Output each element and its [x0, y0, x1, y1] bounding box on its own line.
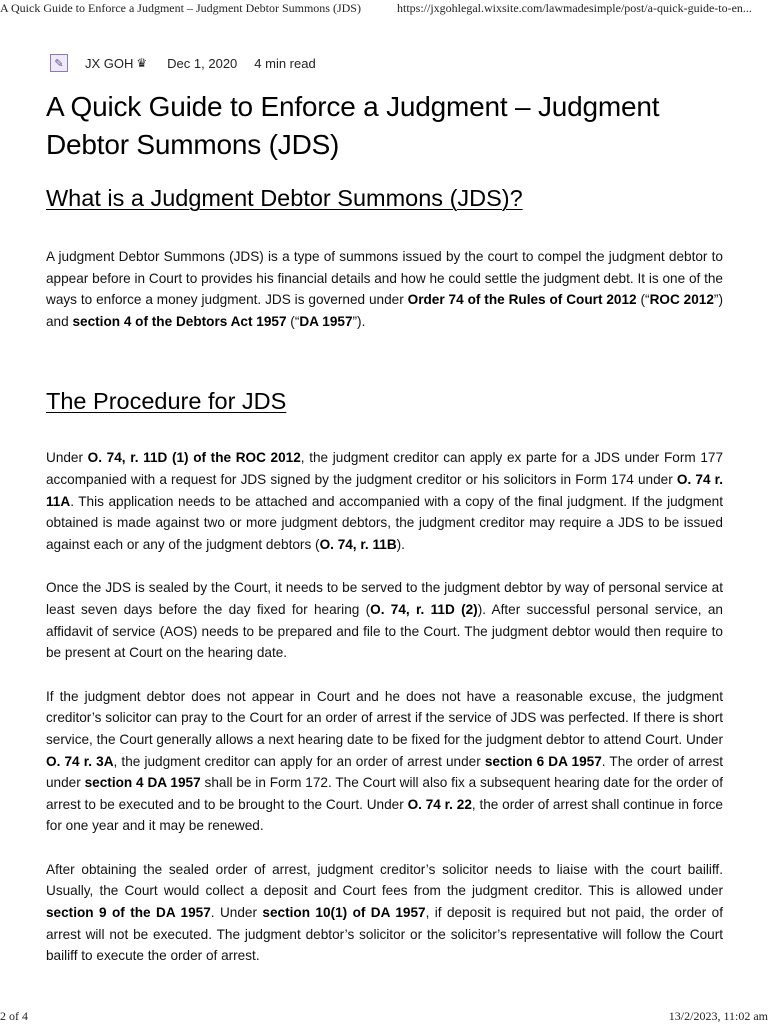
legal-reference: Order 74 of the Rules of Court 2012 [407, 292, 637, 308]
author-name[interactable]: JX GOH [85, 55, 134, 71]
paragraph-text: If the judgment debtor does not appear in Court and he does not have a reasonable excuse, the judgment creditor’s solicitor can pray to the Court for an order of arrest if the service of JDS was perfected. If there is short service, the Court generally allows a next hearing date to be fixed for the judgment debtor to attend Court. Under [46, 688, 723, 747]
print-timestamp: 13/2/2023, 11:02 am [668, 1009, 768, 1023]
legal-reference: O. 74 r. 11A [46, 471, 724, 509]
legal-reference: ROC 2012 [649, 292, 714, 308]
post-date: Dec 1, 2020 [167, 55, 238, 71]
legal-reference: section 10(1) of DA 1957 [262, 905, 426, 921]
paragraph [46, 859, 723, 967]
print-header-title: A Quick Guide to Enforce a Judgment – Judgment Debtor Summons (JDS) [0, 1, 361, 15]
paragraph [46, 686, 723, 837]
legal-reference: O. 74 r. 22 [407, 796, 472, 812]
print-header [0, 0, 768, 16]
legal-reference: O. 74 r. 3A [46, 753, 114, 769]
section-heading: What is a Judgment Debtor Summons (JDS)? [46, 185, 523, 211]
print-footer [0, 1009, 768, 1024]
legal-reference: O. 74, r. 11D (2) [370, 601, 478, 617]
legal-reference: O. 74, r. 11B [319, 536, 397, 552]
print-header-url: https://jxgohlegal.wixsite.com/lawmadesimple/post/a-quick-guide-to-en... [397, 1, 752, 15]
legal-reference: O. 74, r. 11D (1) of the ROC 2012 [87, 450, 301, 466]
legal-reference: section 6 DA 1957 [484, 753, 602, 769]
legal-reference: DA 1957 [299, 313, 353, 329]
paragraph [46, 447, 723, 555]
paragraph-text: . This application needs to be attached and accompanied with a copy of the final judgment. If the judgment obtained is made against two or more judgment debtors, the judgment creditor may require a JDS to be issued against each or any of the judgment debtors ( [46, 493, 723, 552]
paragraph-text: ”) and [46, 292, 723, 329]
legal-reference: section 9 of the DA 1957 [46, 905, 211, 921]
paragraph-text: A judgment Debtor Summons (JDS) is a type of summons issued by the court to compel the judgment debtor to appear before in Court to provides his financial details and how he could settle the judgment debt. It is one of the ways to enforce a money judgment. JDS is governed under [46, 249, 723, 308]
paragraph-text: After obtaining the sealed order of arrest, judgment creditor’s solicitor needs to liaise with the court bailiff. Usually, the Court would collect a deposit and Court fees from the judgment creditor. This is allowed under [46, 861, 723, 899]
post-title: A Quick Guide to Enforce a Judgment – Judgment Debtor Summons (JDS) [46, 91, 660, 160]
post-content [46, 88, 723, 967]
paragraph-text: (“ [286, 313, 300, 329]
page-number: 2 of 4 [0, 1009, 28, 1023]
paragraph-text: . Under [210, 905, 263, 921]
paragraph-text: shall be in Form 172. The Court will also fix a subsequent hearing date for the order of arrest to be executed and to be brought to the Court. Under [46, 775, 724, 812]
crown-icon: ♛ [136, 56, 148, 70]
read-time: 4 min read [254, 55, 316, 71]
paragraph-text: , the order of arrest shall continue in force for one year and it may be renewed. [46, 796, 723, 834]
legal-reference: section 4 DA 1957 [84, 775, 201, 791]
paragraph-text: , if deposit is required but not paid, the order of arrest will not be executed. The judgment debtor’s solicitor or the solicitor’s representative will follow the Court bailiff to execute the order of arrest. [46, 905, 724, 964]
paragraph-text: (“ [636, 292, 650, 308]
paragraph-text: , the judgment creditor can apply ex parte for a JDS under Form 177 accompanied with a request for JDS signed by the judgment creditor or his solicitors in Form 174 under [46, 450, 724, 487]
paragraph-text: Under [46, 450, 88, 466]
section-heading: The Procedure for JDS [46, 388, 287, 415]
paragraph [46, 577, 723, 663]
paragraph [46, 246, 723, 332]
paragraph-text: ”). [352, 313, 366, 329]
paragraph-text: Once the JDS is sealed by the Court, it needs to be served to the judgment debtor by way of personal service at least seven days before the day fixed for hearing ( [46, 580, 723, 617]
paragraph-text: , the judgment creditor can apply for an order of arrest under [113, 753, 485, 769]
post-meta [50, 52, 316, 74]
author-avatar-icon[interactable]: ✎ [50, 54, 68, 72]
paragraph-text: ). [396, 536, 405, 552]
paragraph-text: ). After successful personal service, an affidavit of service (AOS) needs to be prepared and file to the Court. The judgment debtor would then require to be present at Court on the hearing date. [46, 601, 723, 661]
legal-reference: section 4 of the Debtors Act 1957 [72, 313, 287, 329]
paragraph-text: . The order of arrest under [46, 753, 724, 791]
